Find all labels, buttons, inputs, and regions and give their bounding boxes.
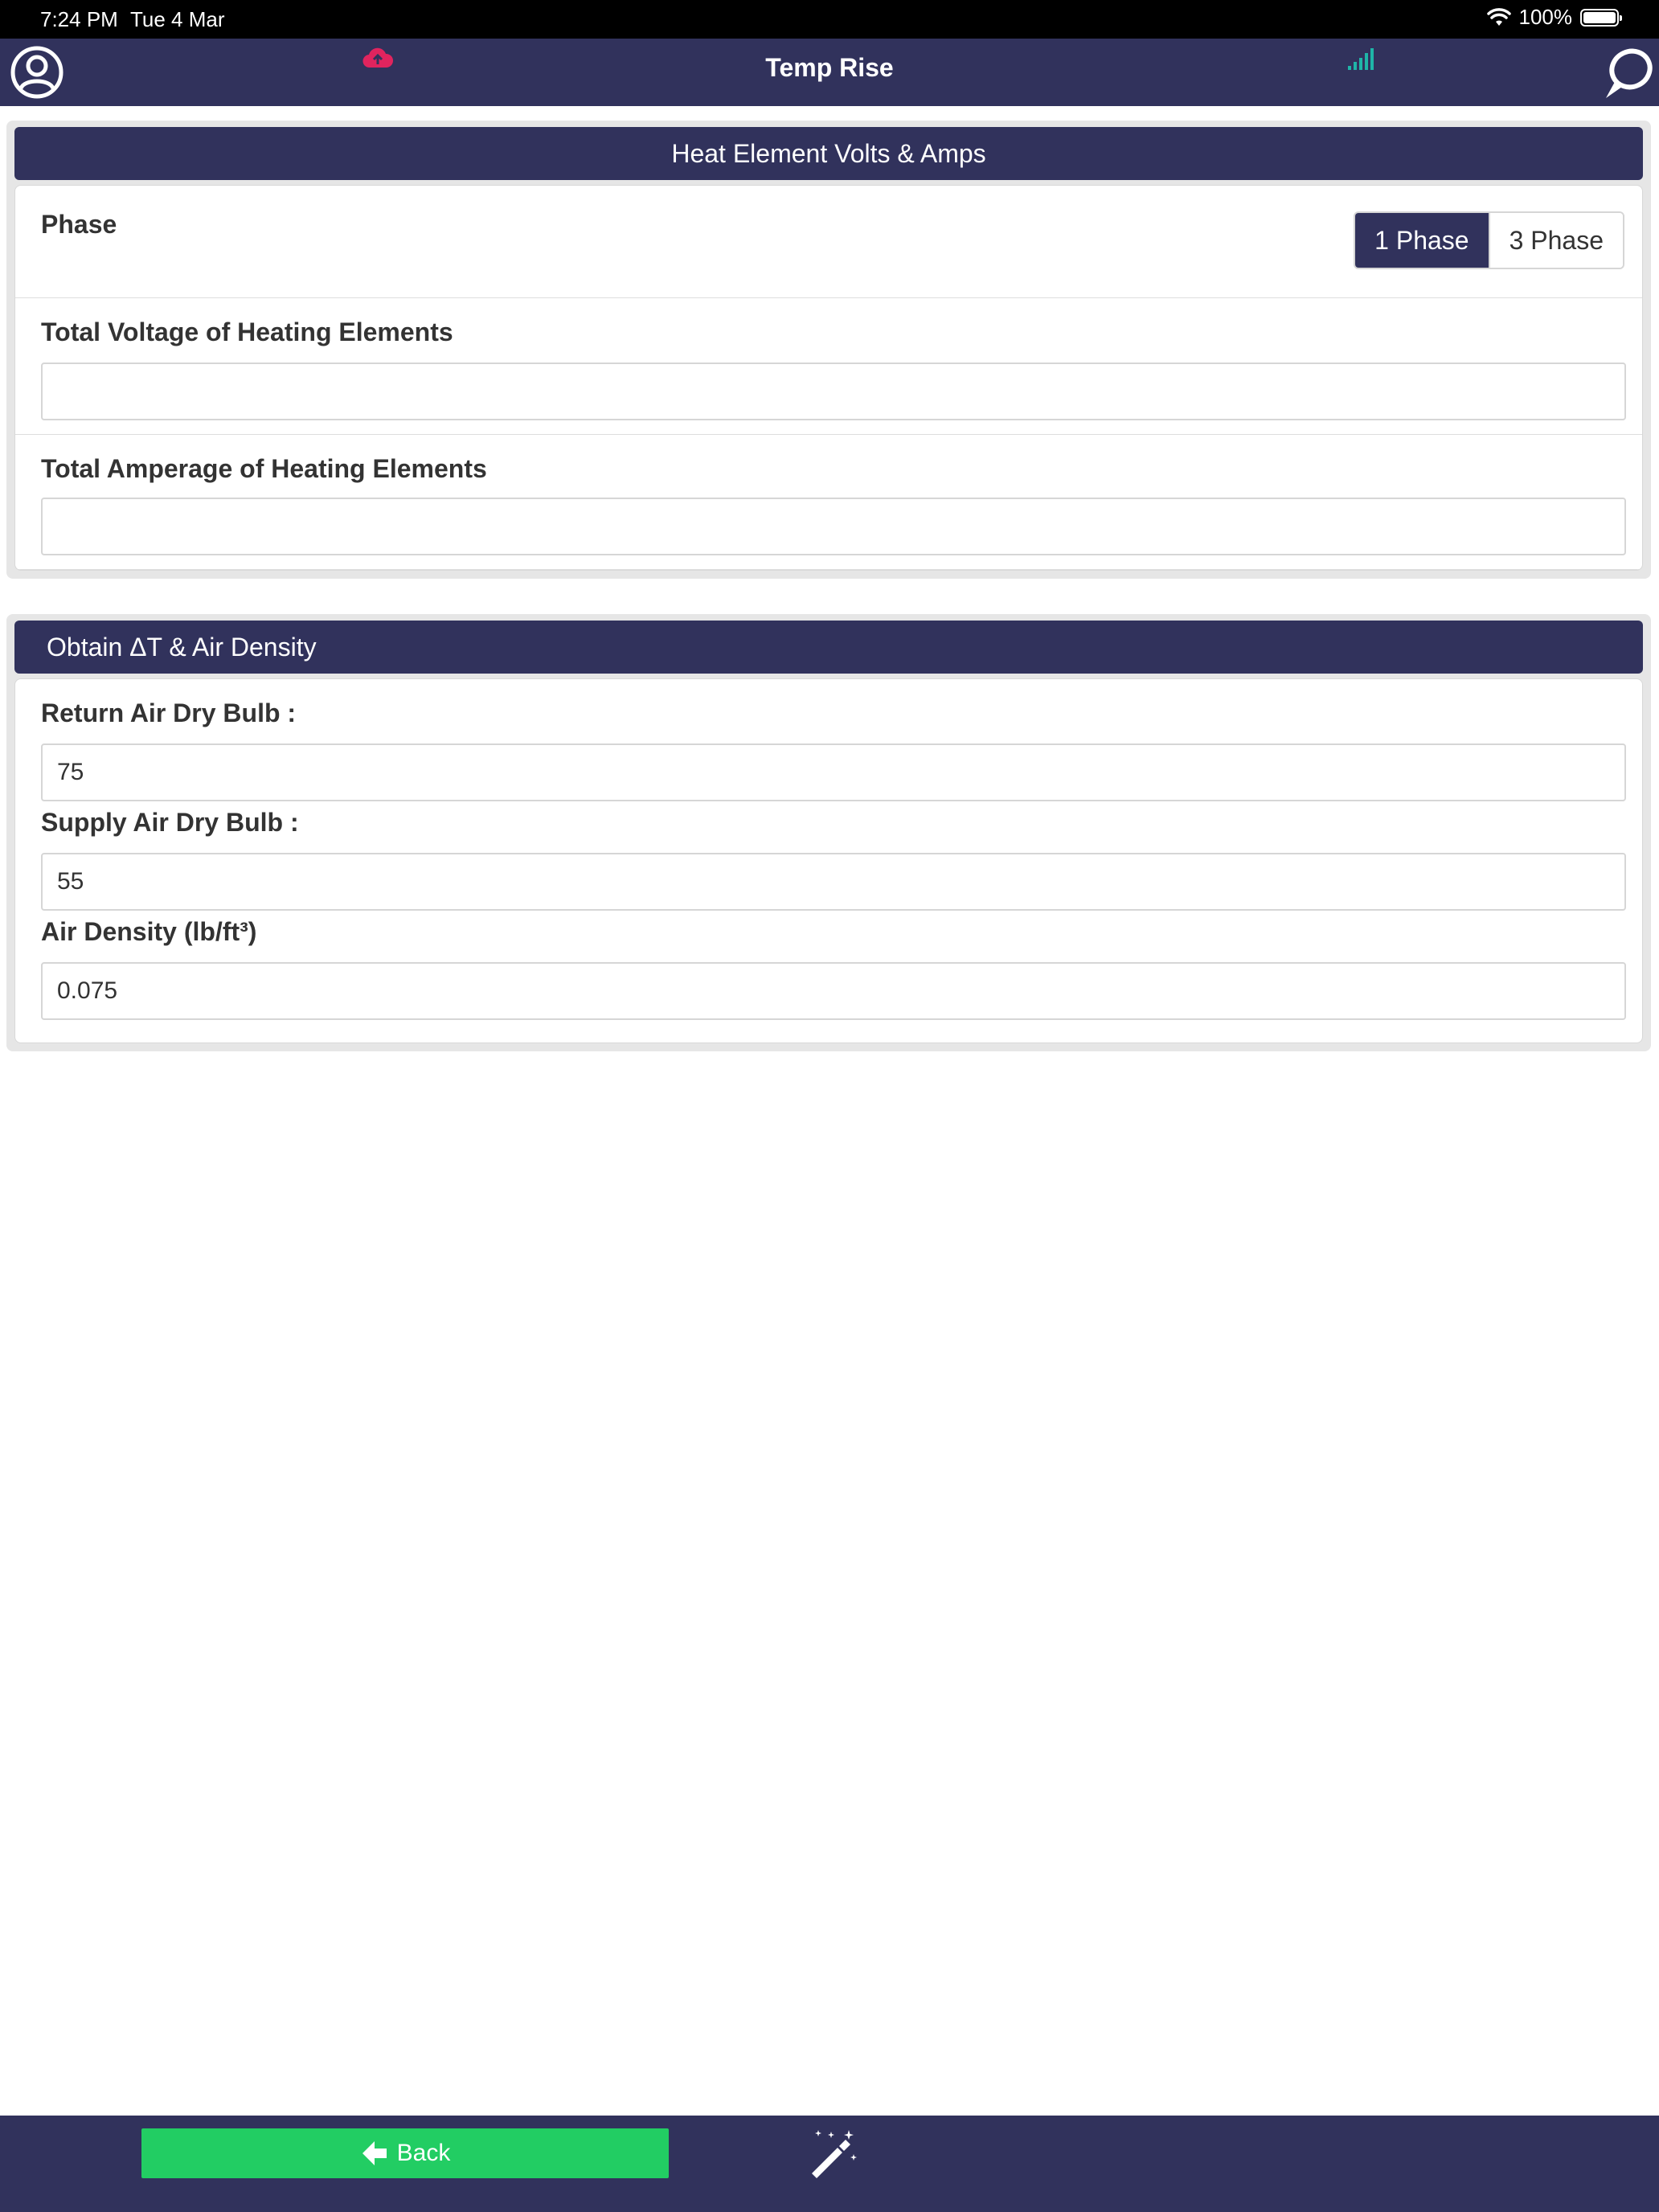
voltage-input[interactable] (41, 363, 1626, 420)
air-density-input[interactable] (41, 962, 1626, 1020)
supply-air-input[interactable] (41, 853, 1626, 911)
return-air-input[interactable] (41, 743, 1626, 801)
heat-element-panel (6, 121, 1651, 579)
air-fields (15, 679, 1642, 1043)
panel-header-heat-element: Heat Element Volts & Amps (14, 127, 1643, 180)
signal-icon (1347, 47, 1374, 71)
phase-1-button[interactable]: 1 Phase (1355, 213, 1488, 268)
bottom-toolbar (0, 2116, 1659, 2212)
phase-label: Phase (41, 210, 117, 239)
panel-body-delta-t (14, 678, 1643, 1043)
back-button[interactable] (141, 2128, 669, 2178)
panel-header-delta-t: Obtain ΔT & Air Density (14, 621, 1643, 674)
panel-body-heat-element (14, 185, 1643, 571)
status-bar (0, 0, 1659, 39)
delta-t-panel (6, 614, 1651, 1051)
status-indicators (1487, 5, 1620, 30)
amperage-input[interactable] (41, 498, 1626, 555)
app-logo-icon[interactable] (1601, 45, 1654, 101)
back-label: Back (396, 2140, 451, 2166)
amperage-row (15, 435, 1642, 570)
voltage-row (15, 298, 1642, 435)
status-time: 7:24 PM (40, 7, 118, 31)
phase-segmented-control (1354, 211, 1624, 269)
arrow-left-icon (360, 2139, 389, 2168)
battery-percent: 100% (1518, 5, 1572, 29)
status-date: Tue 4 Mar (130, 7, 225, 31)
magic-wand-icon[interactable] (805, 2127, 857, 2178)
nav-bar (0, 39, 1659, 106)
amperage-label: Total Amperage of Heating Elements (41, 454, 487, 483)
page-title: Temp Rise (765, 53, 894, 82)
air-density-label: Air Density (lb/ft³) (41, 917, 257, 946)
supply-air-label: Supply Air Dry Bulb : (41, 808, 299, 837)
wifi-icon (1487, 8, 1511, 27)
voltage-label: Total Voltage of Heating Elements (41, 317, 453, 346)
return-air-label: Return Air Dry Bulb : (41, 698, 297, 727)
phase-row (15, 186, 1642, 298)
phase-3-button[interactable]: 3 Phase (1489, 213, 1623, 268)
battery-icon (1580, 9, 1619, 27)
